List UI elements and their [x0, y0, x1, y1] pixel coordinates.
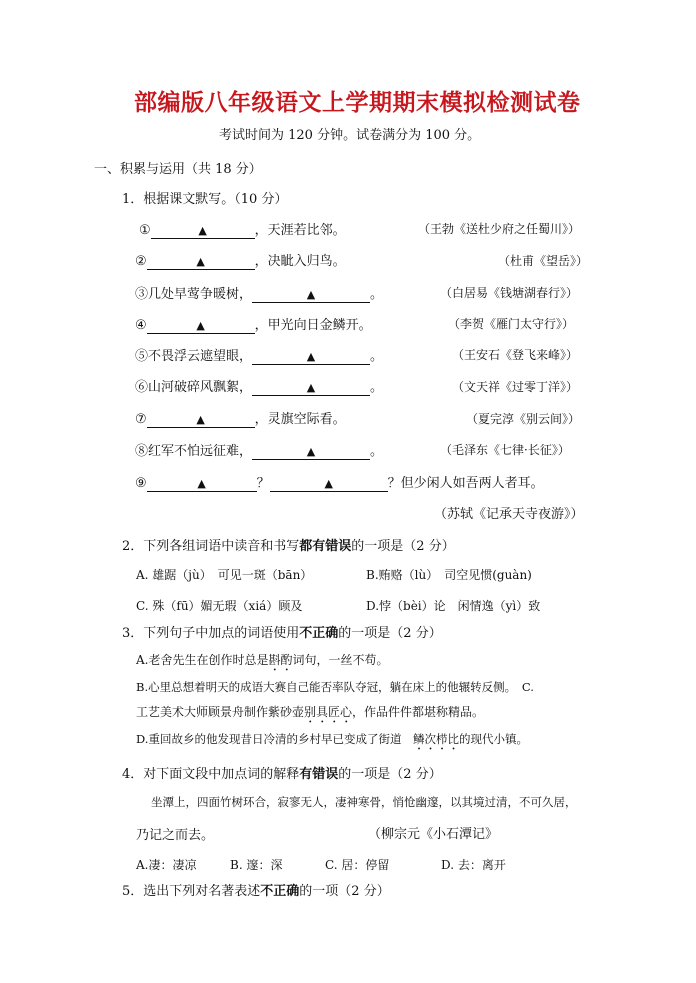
answer-blank[interactable]: ▲ — [252, 380, 370, 396]
q1-item-4-source: （李贺《雁门太守行》） — [448, 317, 575, 331]
q2-option-c[interactable]: C. 殊（fū）媚无瑕（xiá）顾及 — [136, 599, 303, 613]
answer-blank[interactable]: ▲ — [147, 318, 255, 334]
answer-blank[interactable]: ▲ — [252, 287, 370, 303]
q4-option-b[interactable]: B. 邃：深 — [230, 858, 283, 872]
q1-item-3-source: （白居易《钱塘湖春行》） — [440, 286, 579, 300]
answer-blank[interactable]: ▲ — [270, 476, 388, 492]
answer-blank[interactable]: ▲ — [151, 223, 255, 239]
q1-item-9-source: （苏轼《记承天寺夜游》） — [434, 507, 584, 522]
q1-item-7: ⑦ ▲ ，灵旗空际看。 — [135, 412, 346, 427]
q1-item-2-source: （杜甫《望岳》） — [498, 254, 589, 268]
q3-option-d[interactable]: D.重回故乡的他发现昔日冷清的乡村早已变成了街道 鳞次栉比的现代小镇。 — [136, 732, 528, 746]
question-4-prompt: 4．对下面文段中加点词的解释有错误的一项是（2 分） — [122, 767, 442, 782]
answer-blank[interactable]: ▲ — [147, 412, 255, 428]
q2-option-d[interactable]: D.悖（bèi）论 闲情逸（yì）致 — [366, 599, 541, 613]
section-heading: 一、积累与运用（共 18 分） — [94, 162, 262, 177]
answer-blank[interactable]: ▲ — [147, 476, 257, 492]
q1-item-5: ⑤不畏浮云遮望眼， ▲ 。 — [135, 349, 384, 364]
q1-item-9: ⑨ ▲ ？ ▲ ？但少闲人如吾两人者耳。 — [135, 476, 544, 491]
q1-item-2: ② ▲ ，决眦入归鸟。 — [135, 254, 346, 269]
q2-option-a[interactable]: A. 雄踞（jù） 可见一斑（bān） — [136, 568, 313, 582]
q1-item-5-source: （王安石《登飞来峰》） — [452, 348, 579, 362]
q4-passage-line-2: 乃记之而去。 — [136, 828, 215, 843]
answer-blank[interactable]: ▲ — [252, 444, 370, 460]
q1-item-1-source: （王勃《送杜少府之任蜀川》） — [418, 222, 581, 236]
q4-option-c[interactable]: C. 居：停留 — [325, 858, 390, 872]
q3-option-b[interactable]: B.心里总想着明天的成语大赛自己能否率队夺冠，躺在床上的他辗转反侧。 C. — [136, 680, 534, 694]
question-2-prompt: 2．下列各组词语中读音和书写都有错误的一项是（2 分） — [122, 539, 455, 554]
q1-item-8-source: （毛泽东《七律·长征》） — [440, 443, 570, 457]
q1-item-7-source: （夏完淳《别云间》） — [466, 412, 581, 426]
q4-option-a[interactable]: A.凄：凄凉 — [136, 858, 197, 872]
q1-item-3: ③几处早莺争暖树， ▲ 。 — [135, 287, 384, 302]
question-5-prompt: 5．选出下列对名著表述不正确的一项（2 分） — [122, 884, 390, 899]
answer-blank[interactable]: ▲ — [252, 349, 370, 365]
q1-item-6-source: （文天祥《过零丁洋》） — [452, 380, 579, 394]
q3-option-c[interactable]: 工艺美术大师顾景舟制作紫砂壶别具匠心，作品件件都堪称精品。 — [136, 705, 485, 719]
question-3-prompt: 3．下列句子中加点的词语使用不正确的一项是（2 分） — [122, 626, 442, 641]
q3-option-a[interactable]: A.老舍先生在创作时总是斟酌词句，一丝不苟。 — [136, 653, 389, 667]
q4-passage-line-1: 坐潭上，四面竹树环合，寂寥无人，凄神寒骨，悄怆幽邃，以其境过清，不可久居， — [151, 795, 577, 809]
q1-item-1: ① ▲ ，天涯若比邻。 — [139, 223, 346, 238]
question-1-prompt: 1．根据课文默写。（10 分） — [122, 192, 288, 207]
q1-item-8: ⑧红军不怕远征难， ▲ 。 — [135, 444, 384, 459]
exam-info: 考试时间为 120 分钟。试卷满分为 100 分。 — [219, 128, 481, 143]
answer-blank[interactable]: ▲ — [147, 254, 255, 270]
q1-item-6: ⑥山河破碎风飘絮， ▲ 。 — [135, 380, 384, 395]
page-title: 部编版八年级语文上学期期末模拟检测试卷 — [134, 90, 581, 116]
q4-option-d[interactable]: D. 去：离开 — [441, 858, 506, 872]
q4-source: （柳宗元《小石潭记》 — [368, 827, 499, 842]
q2-option-b[interactable]: B.贿赂（lù） 司空见惯(guàn) — [366, 568, 532, 582]
q1-item-4: ④ ▲ ，甲光向日金鳞开。 — [135, 318, 372, 333]
